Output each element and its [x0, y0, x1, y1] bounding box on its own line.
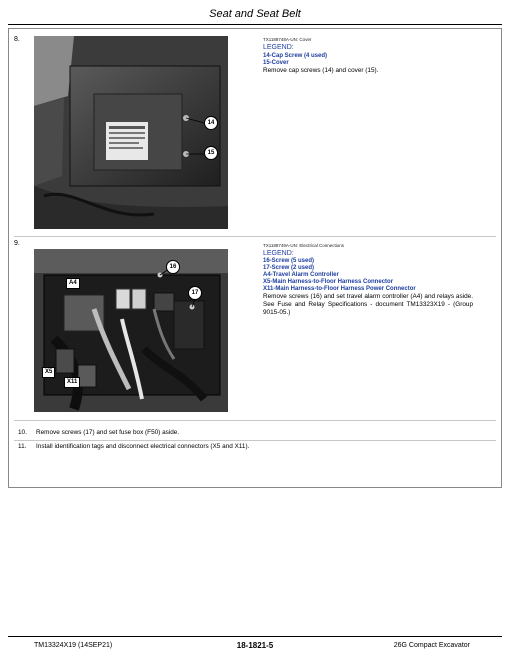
- step-number: 11.: [18, 443, 27, 450]
- step-number: 8.: [14, 36, 20, 43]
- photo-electrical: [34, 249, 228, 412]
- legend-item: 17-Screw (2 used): [263, 265, 315, 271]
- callout-15: 15: [204, 146, 218, 160]
- photo-cover: [34, 36, 228, 229]
- legend-item: 16-Screw (5 used): [263, 258, 315, 264]
- caption-id: TX1188749A-UN: Electrical Connections: [263, 243, 344, 248]
- legend-item: 14-Cap Screw (4 used): [263, 53, 328, 59]
- step-number: 10.: [18, 429, 27, 436]
- footer-product-name: 26G Compact Excavator: [393, 642, 470, 649]
- page-header-title: Seat and Seat Belt: [209, 8, 301, 20]
- callout-14: 14: [204, 116, 218, 130]
- footer-page-number: 18-1821-5: [236, 641, 274, 650]
- footer-rule: [8, 636, 502, 637]
- footer-doc-id: TM13324X19 (14SEP21): [34, 642, 113, 649]
- legend-title: LEGEND:: [263, 44, 294, 51]
- step-separator: [14, 420, 496, 421]
- legend-item: 15-Cover: [263, 60, 289, 66]
- header-rule: [8, 24, 502, 25]
- tag-x11: X11: [64, 377, 80, 388]
- step-number: 9.: [14, 240, 20, 247]
- tag-x5: X5: [42, 367, 55, 378]
- step-instruction: Remove screws (16) and set travel alarm controller (A4) and relays aside. See Fuse and Relay Specifications - document TM13323X19 - (Group 9015-05.): [263, 293, 473, 316]
- step-separator: [14, 440, 496, 441]
- legend-item: X11-Main Harness-to-Floor Harness Power Connector: [263, 286, 416, 292]
- step-text: Remove screws (17) and set fuse box (F50) aside.: [36, 429, 180, 436]
- callout-16: 16: [166, 260, 180, 274]
- step-text: Install identification tags and disconnect electrical connectors (X5 and X11).: [36, 443, 250, 450]
- caption-id: TX1188748A-UN: Cover: [263, 37, 312, 42]
- callout-17: 17: [188, 286, 202, 300]
- step-instruction: Remove cap screws (14) and cover (15).: [263, 67, 379, 74]
- tag-a4: A4: [66, 278, 80, 289]
- legend-item: A4-Travel Alarm Controller: [263, 272, 339, 278]
- legend-item: X5-Main Harness-to-Floor Harness Connector: [263, 279, 394, 285]
- cover-photo-illustration: [34, 36, 228, 229]
- legend-title: LEGEND:: [263, 250, 294, 257]
- step-separator: [14, 236, 496, 237]
